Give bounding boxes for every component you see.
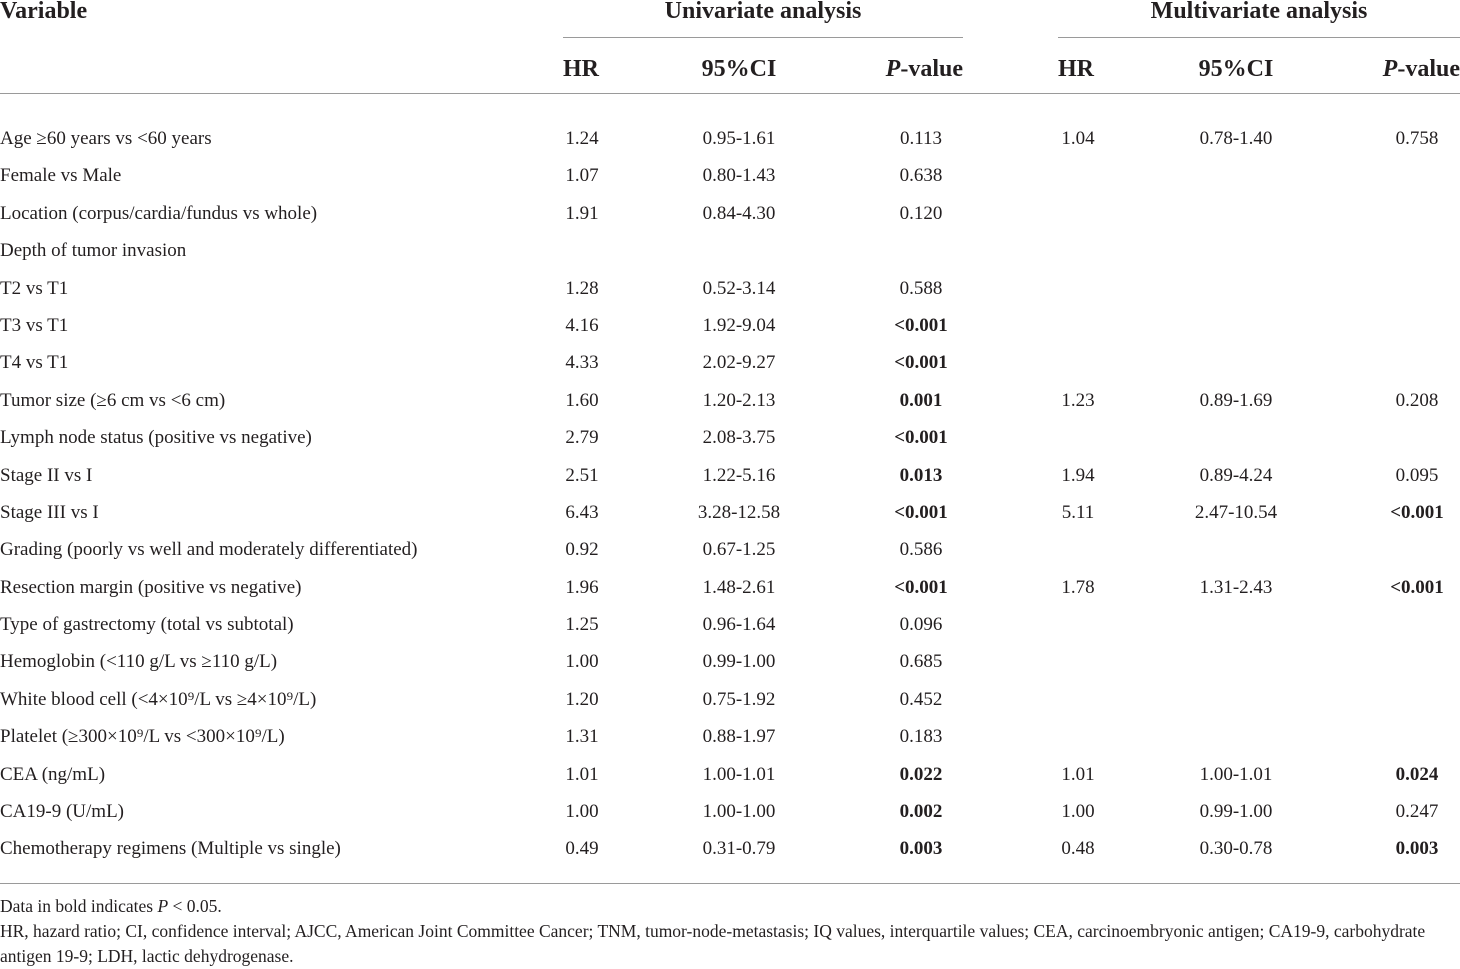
footnote-abbreviations: HR, hazard ratio; CI, confidence interval; AJCC, American Joint Committee Cancer; TNM, tumor-node-metastasis; IQ values, interquartile values; CEA, carcinoembryonic antigen; CA19-9, carbohydrate antigen 19-9; LDH, lactic dehydrogenase. [0,921,1426,966]
variable-cell: Female vs Male [0,165,122,187]
univariate-group-rule [563,37,963,38]
univariate-group-header: Univariate analysis [664,0,862,24]
multivariate-hr-cell: 1.00 [1061,801,1095,823]
multivariate-ci-cell: 0.78-1.40 [1199,128,1273,149]
univariate-ci-cell: 0.88-1.97 [702,726,776,748]
univariate-hr-cell: 1.31 [565,726,599,748]
univariate-p-cell: <0.001 [894,576,948,598]
univariate-ci-cell: 0.75-1.92 [702,688,776,710]
univariate-p-cell: 0.586 [899,539,943,561]
variable-cell: T2 vs T1 [0,277,69,299]
univariate-ci-cell: 2.02-9.27 [702,352,776,374]
univariate-hr-cell: 1.20 [565,688,599,710]
table-row [0,344,1460,381]
univariate-p-cell: 0.002 [899,801,943,823]
table-row [0,718,1460,755]
univariate-ci-cell: 2.08-3.75 [702,427,776,449]
univariate-p-cell: 0.588 [899,277,943,299]
univariate-ci-header: 95%CI [701,56,777,82]
table-row [0,270,1460,307]
univariate-hr-cell: 1.25 [565,614,599,636]
univariate-hr-cell: 0.92 [565,539,599,561]
univariate-ci-cell: 1.20-2.13 [702,389,776,411]
multivariate-ci-cell: 0.99-1.00 [1199,801,1273,823]
multivariate-ci-cell: 2.47-10.54 [1194,501,1278,523]
p-rest: -value [1397,56,1460,82]
table-bottom-rule [0,883,1460,884]
variable-cell: Hemoglobin (<110 g/L vs ≥110 g/L) [0,651,278,673]
univariate-hr-cell: 1.01 [565,763,599,785]
univariate-hr-cell: 2.79 [565,427,599,449]
multivariate-hr-cell: 1.04 [1061,128,1095,149]
univariate-p-cell: <0.001 [894,501,948,523]
univariate-hr-cell: 1.00 [565,801,599,823]
univariate-p-cell: 0.113 [899,128,943,149]
multivariate-ci-header: 95%CI [1198,56,1274,82]
table-row [0,195,1460,232]
table-row [0,531,1460,568]
table-row [0,681,1460,718]
univariate-p-cell: <0.001 [894,427,948,449]
variable-cell: Age ≥60 years vs <60 years [0,128,212,149]
univariate-p-cell: 0.013 [899,464,943,486]
table-row [0,157,1460,194]
univariate-hr-cell: 2.51 [565,464,599,486]
univariate-ci-cell: 0.96-1.64 [702,614,776,636]
univariate-hr-header: HR [563,56,599,82]
variable-cell: Stage III vs I [0,501,99,523]
variable-cell: Location (corpus/cardia/fundus vs whole) [0,202,318,224]
variable-cell: Depth of tumor invasion [0,240,187,262]
univariate-ci-cell: 3.28-12.58 [697,501,781,523]
univariate-hr-cell: 1.91 [565,202,599,224]
multivariate-p-cell: 0.758 [1395,128,1439,149]
multivariate-ci-cell: 0.30-0.78 [1199,838,1273,860]
multivariate-p-cell: 0.208 [1395,389,1439,411]
univariate-ci-cell: 0.67-1.25 [702,539,776,561]
table-row [0,756,1460,793]
univariate-ci-cell: 0.52-3.14 [702,277,776,299]
variable-cell: CEA (ng/mL) [0,763,106,785]
multivariate-hr-cell: 1.78 [1061,576,1095,598]
variable-cell: Tumor size (≥6 cm vs <6 cm) [0,389,226,411]
multivariate-p-cell: 0.024 [1395,763,1439,785]
multivariate-hr-cell: 5.11 [1061,501,1095,523]
univariate-hr-cell: 4.16 [565,314,599,336]
univariate-p-header [886,54,963,84]
univariate-hr-cell: 0.49 [565,838,599,860]
multivariate-ci-cell: 1.31-2.43 [1199,576,1273,598]
univariate-hr-cell: 1.60 [565,389,599,411]
table-row [0,457,1460,494]
table-row [0,569,1460,606]
variable-cell: Grading (poorly vs well and moderately differentiated) [0,539,418,561]
table-body [0,120,1460,868]
univariate-p-cell: 0.120 [899,202,943,224]
variable-cell: Stage II vs I [0,464,93,486]
table-row [0,232,1460,269]
table-row [0,830,1460,867]
table-row [0,419,1460,456]
univariate-ci-cell: 0.80-1.43 [702,165,776,187]
multivariate-hr-cell: 1.01 [1061,763,1095,785]
univariate-hr-cell: 6.43 [565,501,599,523]
variable-cell: T4 vs T1 [0,352,69,374]
univariate-ci-cell: 1.92-9.04 [702,314,776,336]
header-rule [0,93,1460,94]
multivariate-group-rule [1058,37,1460,38]
univariate-hr-cell: 1.07 [565,165,599,187]
table-row [0,494,1460,531]
univariate-ci-cell: 1.22-5.16 [702,464,776,486]
univariate-p-cell: 0.003 [899,838,943,860]
footnote-p-italic: P [157,896,169,916]
univariate-p-cell: 0.638 [899,165,943,187]
table-row [0,606,1460,643]
p-rest: -value [900,56,963,82]
univariate-p-cell: 0.001 [899,389,943,411]
variable-cell: White blood cell (<4×10⁹/L vs ≥4×10⁹/L) [0,688,317,710]
univariate-hr-cell: 1.24 [565,128,599,149]
univariate-ci-cell: 0.31-0.79 [702,838,776,860]
univariate-p-cell: 0.022 [899,763,943,785]
table-row [0,643,1460,680]
multivariate-p-cell: 0.247 [1395,801,1439,823]
univariate-p-cell: <0.001 [894,352,948,374]
univariate-p-cell: 0.183 [899,726,943,748]
variable-cell: Resection margin (positive vs negative) [0,576,302,598]
univariate-hr-cell: 1.00 [565,651,599,673]
univariate-ci-cell: 0.84-4.30 [702,202,776,224]
univariate-ci-cell: 0.99-1.00 [702,651,776,673]
p-italic: P [885,56,901,82]
univariate-ci-cell: 1.00-1.00 [702,801,776,823]
univariate-p-cell: <0.001 [894,314,948,336]
multivariate-p-cell: <0.001 [1390,576,1444,598]
univariate-p-cell: 0.096 [899,614,943,636]
univariate-p-cell: 0.452 [899,688,943,710]
univariate-hr-cell: 1.96 [565,576,599,598]
univariate-ci-cell: 1.00-1.01 [702,763,776,785]
table-row [0,793,1460,830]
variable-cell: CA19-9 (U/mL) [0,801,125,823]
multivariate-hr-cell: 1.94 [1061,464,1095,486]
multivariate-ci-cell: 0.89-4.24 [1199,464,1273,486]
multivariate-hr-cell: 1.23 [1061,389,1095,411]
univariate-ci-cell: 1.48-2.61 [702,576,776,598]
variable-cell: Platelet (≥300×10⁹/L vs <300×10⁹/L) [0,726,285,748]
multivariate-ci-cell: 0.89-1.69 [1199,389,1273,411]
p-italic: P [1382,56,1398,82]
footnote-bold-note [0,894,1460,919]
univariate-ci-cell: 0.95-1.61 [702,128,776,149]
univariate-p-cell: 0.685 [899,651,943,673]
variable-cell: Lymph node status (positive vs negative) [0,427,312,449]
footnote-post: < 0.05. [168,896,222,916]
table-row [0,120,1460,157]
footnote-pre: Data in bold indicates [0,896,158,916]
univariate-hr-cell: 1.28 [565,277,599,299]
univariate-hr-cell: 4.33 [565,352,599,374]
multivariate-hr-header: HR [1058,56,1094,82]
multivariate-ci-cell: 1.00-1.01 [1199,763,1273,785]
multivariate-p-cell: 0.003 [1395,838,1439,860]
multivariate-p-cell: 0.095 [1395,464,1439,486]
table-row [0,382,1460,419]
variable-cell: Type of gastrectomy (total vs subtotal) [0,614,294,636]
variable-cell: T3 vs T1 [0,314,69,336]
table-row [0,307,1460,344]
multivariate-p-header [1383,54,1460,84]
variable-cell: Chemotherapy regimens (Multiple vs single) [0,838,341,860]
multivariate-group-header: Multivariate analysis [1150,0,1368,24]
multivariate-p-cell: <0.001 [1390,501,1444,523]
multivariate-hr-cell: 0.48 [1061,838,1095,860]
variable-column-header: Variable [0,0,88,24]
